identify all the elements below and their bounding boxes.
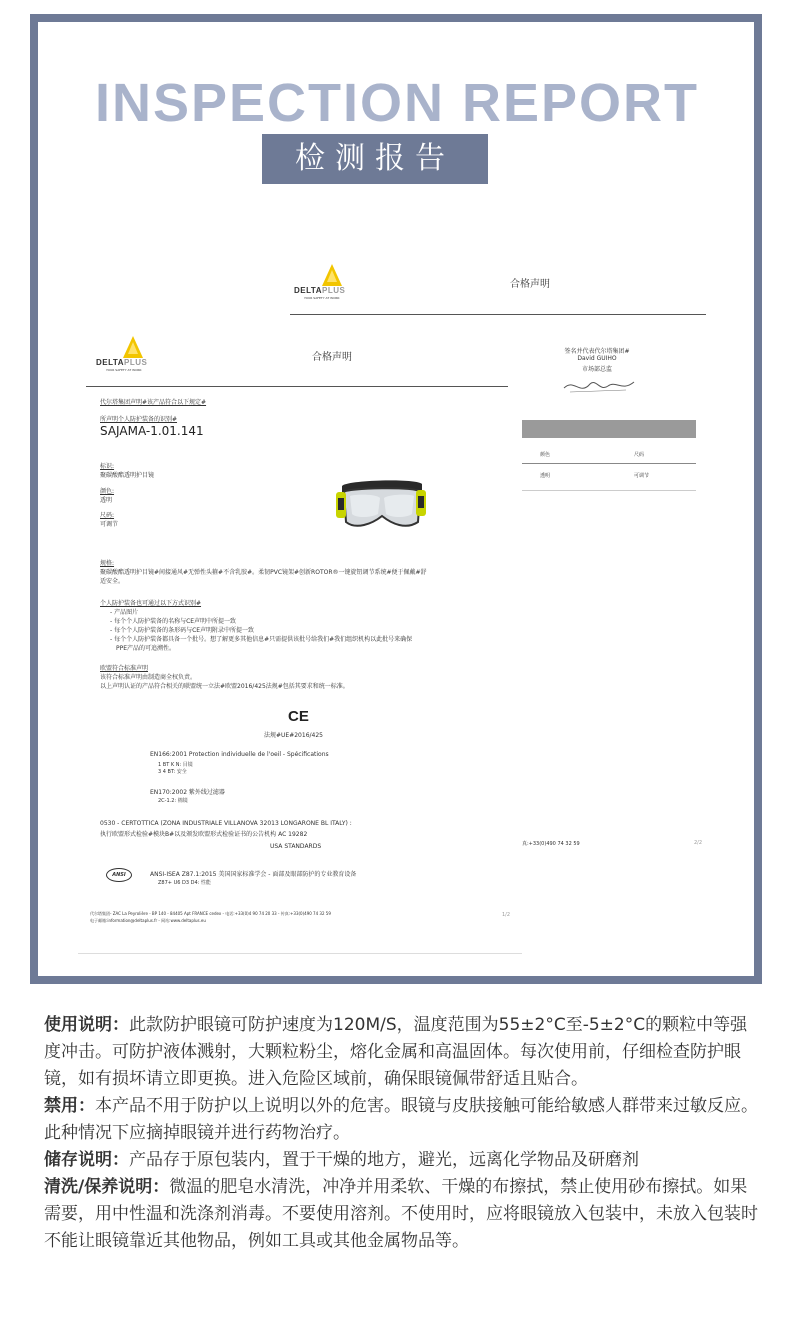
notified-body-line-2: 执行欧盟形式检验#模块B#以及颁发欧盟形式检验证书的公告机构 AC 19282 bbox=[100, 831, 308, 838]
regulation: 法规#UE#2016/425 bbox=[264, 732, 323, 739]
notified-body-line-1: 0530 - CERTOTTICA (ZONA INDUSTRIALE VILLANOVA 32013 LONGARONE BL ITALY) : bbox=[100, 820, 352, 827]
front-page-number: 1/2 bbox=[502, 912, 511, 918]
model-number: SAJAMA-1.01.141 bbox=[100, 424, 204, 438]
storage-paragraph bbox=[44, 1147, 758, 1174]
spec-label: 规格: bbox=[100, 560, 115, 567]
front-divider bbox=[86, 386, 508, 387]
spec-line-1: 聚碳酸酯透明护目镜#间接通风#无弹性头箍#不含乳胶#。柔韧PVC镜架#创新ROTOR®一键旋钮调节系统#便于佩戴#舒 bbox=[100, 569, 427, 576]
mark-value: 聚碳酸酯透明护目镜 bbox=[100, 472, 155, 479]
usage-paragraph bbox=[44, 1012, 758, 1093]
standard-en170: EN170:2002 紫外线过滤器 bbox=[150, 789, 225, 796]
identify-item: - 每个个人防护装备的条形码与CE声明附录中所提一致 bbox=[110, 627, 255, 634]
identify-label: 个人防护装备也可通过以下方式识别# bbox=[100, 600, 202, 607]
front-bottom-edge bbox=[78, 953, 522, 954]
logo-delta-text: DELTA bbox=[294, 286, 322, 295]
logo-plus-text: PLUS bbox=[321, 286, 346, 295]
table-val-size: 可调节 bbox=[634, 473, 650, 479]
eu-line-1: 该符合标准声明由制造商全权负责。 bbox=[100, 674, 197, 681]
care-label: 清洗/保养说明： bbox=[44, 1177, 170, 1197]
care-paragraph bbox=[44, 1174, 758, 1255]
signer-name: David GUIHO bbox=[577, 355, 617, 362]
page-title: INSPECTION REPORT bbox=[94, 73, 700, 133]
front-footer-line-1: 代尔塔集团- ZAC La Peyrolière - BP 140 - 84405 Apt FRANCE cedex - 电话:+33(0)4 90 74 20 33 - 传真:+33(0)490 74 32 59 bbox=[90, 911, 331, 916]
back-divider bbox=[290, 314, 706, 315]
storage-text: 产品存于原包装内，置于干燥的地方，避光，远离化学物品及研磨剂 bbox=[129, 1150, 639, 1170]
ppe-id-label: 所声明个人防护装备的识别# bbox=[100, 416, 178, 423]
table-bottom-divider bbox=[522, 490, 696, 491]
eu-label: 欧盟符合标准声明 bbox=[100, 665, 149, 672]
logo-plus-text: PLUS bbox=[123, 358, 148, 367]
logo-delta-text: DELTA bbox=[96, 358, 124, 367]
standard-en166-sub: 1 BT K N: 目镜 bbox=[158, 762, 193, 768]
care-text: 微温的肥皂水清洗，冲净并用柔软、干燥的布擦拭，禁止使用砂布擦拭。如果需要，用中性温和洗涤剂消毒。不要使用溶剂。不使用时，应将眼镜放入包装中，未放入包装时不能让眼镜靠近其他物品，例如工具或其他金属物品等。 bbox=[44, 1177, 758, 1251]
usage-text: 此款防护眼镜可防护速度为120M/S，温度范围为55±2°C至-5±2°C的颗粒中等强度冲击。可防护液体溅射，大颗粒粉尘，熔化金属和高温固体。每次使用前，仔细检查防护眼镜，如有损坏请立即更换。进入危险区域前，确保眼镜佩带舒适且贴合。 bbox=[44, 1015, 748, 1089]
deltaplus-logo-front bbox=[96, 334, 176, 372]
forbid-text: 本产品不用于防护以上说明以外的危害。眼镜与皮肤接触可能给敏感人群带来过敏反应。此种情况下应摘掉眼镜并进行药物治疗。 bbox=[44, 1096, 758, 1143]
front-footer-line-2: 电子邮箱:information@deltaplus.fr - 网站:www.deltaplus.eu bbox=[90, 918, 206, 923]
back-page-number: 2/2 bbox=[694, 840, 703, 846]
mark-label: 标识: bbox=[100, 463, 115, 470]
identify-item: - 每个个人防护装备的名称与CE声明中所提一致 bbox=[110, 618, 237, 625]
declare-line: 代尔塔集团声明#该产品符合以下规定# bbox=[100, 399, 207, 406]
signer-line: 签名并代表代尔塔集团# bbox=[564, 348, 630, 355]
logo-tagline: YOUR SAFETY AT WORK bbox=[304, 296, 340, 300]
identify-item: - 产品图片 bbox=[110, 609, 139, 616]
signature-image bbox=[560, 374, 640, 398]
standard-en166: EN166:2001 Protection individuelle de l'oeil - Spécifications bbox=[150, 751, 329, 758]
page-subtitle: 检测报告 bbox=[262, 134, 488, 184]
eu-line-2: 以上声明认证的产品符合相关的联盟统一立法#欧盟2016/425法规#包括其要求和统一标准。 bbox=[100, 683, 349, 690]
instructions-section bbox=[44, 1012, 758, 1255]
goggles-product-image bbox=[336, 470, 426, 548]
standard-en166-sub: 3 4 BT: 安全 bbox=[158, 769, 187, 775]
logo-tagline: YOUR SAFETY AT WORK bbox=[106, 368, 142, 372]
forbid-label: 禁用： bbox=[44, 1096, 95, 1116]
usage-label: 使用说明： bbox=[44, 1015, 129, 1035]
color-value: 透明 bbox=[100, 497, 113, 504]
back-heading: 合格声明 bbox=[510, 279, 550, 290]
table-val-color: 透明 bbox=[540, 473, 551, 479]
identify-tail: PPE产品的可追溯性。 bbox=[116, 645, 176, 652]
size-label: 尺码: bbox=[100, 512, 115, 519]
storage-label: 储存说明： bbox=[44, 1150, 129, 1170]
back-footer-fax: 真:+33(0)490 74 32 59 bbox=[522, 841, 580, 847]
standard-en170-sub: 2C-1.2: 棉镜 bbox=[158, 798, 188, 804]
front-heading: 合格声明 bbox=[312, 352, 352, 363]
size-value: 可调节 bbox=[100, 521, 119, 528]
ansi-standard-sub: Z87+ U6 D3 D4: 性能 bbox=[158, 880, 211, 886]
table-header-bar bbox=[522, 420, 696, 438]
table-row-divider bbox=[522, 463, 696, 464]
ansi-standard: ANSI-ISEA Z87.1:2015 美国国家标准学会 - 面部及眼部防护的专业教育设备 bbox=[150, 871, 357, 878]
table-col-size: 尺码 bbox=[634, 452, 645, 458]
identify-item: - 每个个人防护装备都具备一个批号。想了解更多其他信息#只需提供该批号给我们#我们组织机构以此批号来确保 bbox=[110, 636, 413, 643]
spec-line-2: 适安全。 bbox=[100, 578, 125, 585]
forbid-paragraph bbox=[44, 1093, 758, 1147]
deltaplus-logo-back bbox=[292, 262, 372, 302]
table-col-color: 颜色 bbox=[540, 452, 551, 458]
signer-title: 市场部总监 bbox=[581, 366, 612, 373]
usa-standards-label: USA STANDARDS bbox=[270, 843, 322, 850]
ce-mark: CE bbox=[288, 708, 309, 725]
color-label: 颜色: bbox=[100, 488, 115, 495]
ansi-logo: ANSI bbox=[106, 868, 132, 882]
